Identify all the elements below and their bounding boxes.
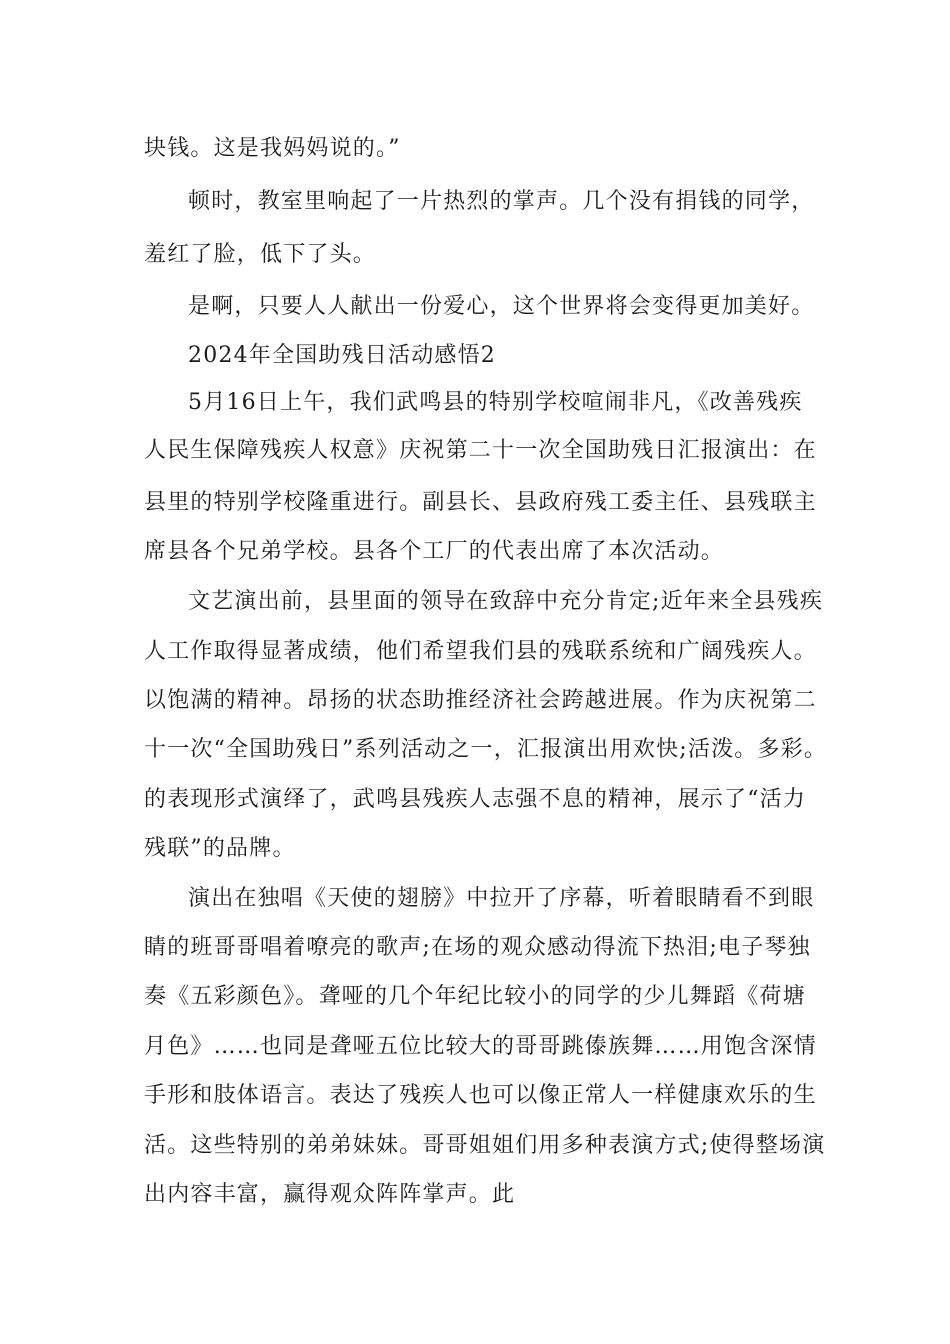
text-line: 演出在独唱《天使的翅膀》中拉开了序幕，听着眼睛看不到眼 — [188, 886, 815, 911]
text-line: 人民生保障残疾人权意》庆祝第二十一次全国助残日汇报演出：在 — [144, 438, 817, 463]
text-line: 人工作取得显著成绩，他们希望我们县的残联系统和广阔残疾人。 — [144, 639, 817, 664]
text-line: 出内容丰富，赢得观众阵阵掌声。此 — [144, 1182, 516, 1207]
text-line: 席县各个兄弟学校。县各个工厂的代表出席了本次活动。 — [144, 539, 725, 564]
text-line: 残联”的品牌。 — [144, 836, 296, 861]
text-line: 文艺演出前，县里面的领导在致辞中充分肯定;近年来全县残疾 — [188, 589, 824, 614]
text-line: 是啊，只要人人献出一份爱心，这个世界将会变得更加美好。 — [188, 294, 815, 319]
text-line: 顿时，教室里响起了一片热烈的掌声。几个没有捐钱的同学， — [188, 189, 815, 214]
text-line: 活。这些特别的弟弟妹妹。哥哥姐姐们用多种表演方式;使得整场演 — [144, 1133, 826, 1158]
text-line: 以饱满的精神。昂扬的状态助推经济社会跨越进展。作为庆祝第二 — [144, 688, 817, 713]
text-line: 县里的特别学校隆重进行。副县长、县政府残工委主任、县残联主 — [144, 490, 817, 515]
text-line: 5月16日上午，我们武鸣县的特别学校喧闹非凡，《改善残疾 — [188, 390, 803, 415]
text-line: 十一次“全国助残日”系列活动之一，汇报演出用欢快;活泼。多彩。 — [144, 737, 828, 762]
text-line: 手形和肢体语言。表达了残疾人也可以像正常人一样健康欢乐的生 — [144, 1083, 817, 1108]
text-line: 的表现形式演绎了，武鸣县残疾人志强不息的精神，展示了“活力 — [144, 787, 807, 812]
text-line: 羞红了脸，低下了头。 — [144, 242, 377, 267]
text-line: 块钱。这是我妈妈说的。” — [144, 136, 401, 161]
text-line: 月色》……也同是聋哑五位比较大的哥哥跳傣族舞……用饱含深情 — [144, 1034, 817, 1059]
text-line: 奏《五彩颜色》。聋哑的几个年纪比较小的同学的少儿舞蹈《荷塘 — [144, 984, 806, 1009]
section-heading: 2024年全国助残日活动感悟2 — [188, 343, 496, 368]
text-line: 睛的班哥哥唱着嘹亮的歌声;在场的观众感动得流下热泪;电子琴独 — [144, 935, 811, 960]
